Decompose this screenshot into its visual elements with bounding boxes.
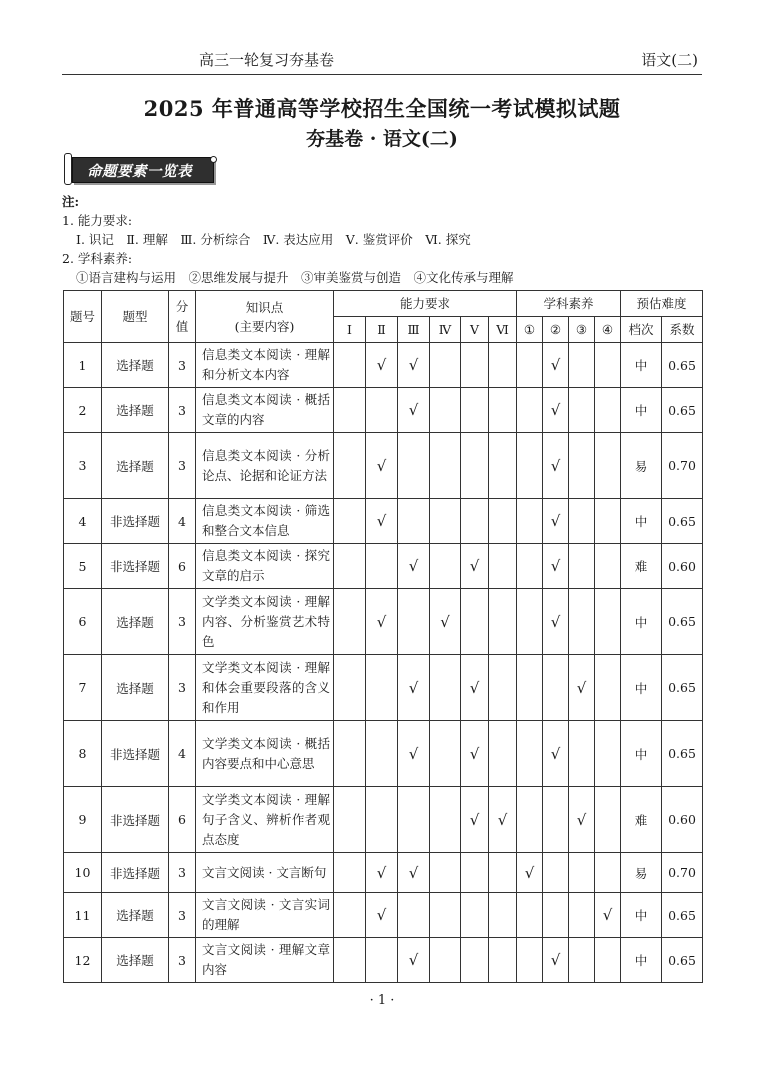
ability-cell — [430, 853, 461, 893]
ability-cell — [334, 938, 366, 983]
badge-label: 命题要素一览表 — [87, 164, 192, 180]
question-type: 非选择题 — [102, 787, 169, 853]
difficulty-level: 中 — [621, 655, 662, 721]
header-score: 分值 — [169, 291, 196, 343]
difficulty-level: 中 — [621, 589, 662, 655]
ability-cell — [461, 343, 489, 388]
table-row — [64, 433, 703, 499]
question-number: 11 — [64, 893, 102, 938]
check-mark-icon: √ — [398, 655, 430, 721]
exam-title: 2025 年普通高等学校招生全国统一考试模拟试题 — [143, 96, 621, 121]
check-mark-icon: √ — [543, 938, 569, 983]
header-ability-col: Ⅱ — [366, 317, 398, 343]
question-type: 选择题 — [102, 433, 169, 499]
literacy-cell — [595, 499, 621, 544]
knowledge-point: 文学类文本阅读 · 理解内容、分析鉴赏艺术特色 — [196, 589, 334, 655]
literacy-cell — [517, 433, 543, 499]
ability-cell — [334, 388, 366, 433]
ability-cell — [398, 589, 430, 655]
literacy-cell — [569, 938, 595, 983]
question-score: 3 — [169, 938, 196, 983]
literacy-cell — [517, 893, 543, 938]
difficulty-coefficient: 0.65 — [662, 343, 703, 388]
knowledge-point: 文言文阅读 · 文言断句 — [196, 853, 334, 893]
ability-cell — [461, 853, 489, 893]
check-mark-icon: √ — [366, 893, 398, 938]
literacy-cell — [595, 938, 621, 983]
knowledge-point: 信息类文本阅读 · 筛选和整合文本信息 — [196, 499, 334, 544]
header-knowledge — [196, 291, 334, 343]
table-row — [64, 589, 703, 655]
question-score: 4 — [169, 499, 196, 544]
literacy-cell — [543, 853, 569, 893]
question-score: 6 — [169, 787, 196, 853]
check-mark-icon: √ — [461, 655, 489, 721]
difficulty-coefficient: 0.65 — [662, 655, 703, 721]
literacy-cell — [595, 343, 621, 388]
difficulty-coefficient: 0.65 — [662, 589, 703, 655]
table-row — [64, 388, 703, 433]
difficulty-level: 中 — [621, 893, 662, 938]
literacy-cell — [569, 388, 595, 433]
knowledge-point: 信息类文本阅读 · 概括文章的内容 — [196, 388, 334, 433]
question-score: 3 — [169, 853, 196, 893]
knowledge-point: 文言文阅读 · 文言实词的理解 — [196, 893, 334, 938]
question-score: 3 — [169, 388, 196, 433]
literacy-cell — [569, 499, 595, 544]
question-number: 8 — [64, 721, 102, 787]
difficulty-level: 易 — [621, 433, 662, 499]
question-number: 3 — [64, 433, 102, 499]
knowledge-point: 信息类文本阅读 · 理解和分析文本内容 — [196, 343, 334, 388]
difficulty-coefficient: 0.60 — [662, 544, 703, 589]
ability-cell — [489, 589, 517, 655]
question-number: 1 — [64, 343, 102, 388]
header-difficulty: 预估难度 — [621, 291, 703, 317]
ability-cell — [461, 433, 489, 499]
knowledge-point: 信息类文本阅读 · 分析论点、论据和论证方法 — [196, 433, 334, 499]
check-mark-icon: √ — [569, 655, 595, 721]
table-row — [64, 655, 703, 721]
table-row — [64, 721, 703, 787]
literacy-cell — [517, 721, 543, 787]
ability-cell — [489, 938, 517, 983]
ability-cell — [489, 388, 517, 433]
header-literacy: 学科素养 — [517, 291, 621, 317]
literacy-cell — [543, 893, 569, 938]
literacy-cell — [517, 787, 543, 853]
ability-cell — [489, 655, 517, 721]
notes-label: 注: — [62, 194, 80, 209]
question-number: 6 — [64, 589, 102, 655]
ability-cell — [489, 499, 517, 544]
check-mark-icon: √ — [543, 343, 569, 388]
page-header — [62, 48, 702, 75]
header-ability-col: Ⅵ — [489, 317, 517, 343]
literacy-cell — [517, 388, 543, 433]
check-mark-icon: √ — [543, 721, 569, 787]
literacy-cell — [569, 721, 595, 787]
check-mark-icon: √ — [398, 938, 430, 983]
check-mark-icon: √ — [543, 433, 569, 499]
check-mark-icon: √ — [398, 544, 430, 589]
difficulty-level: 易 — [621, 853, 662, 893]
literacy-cell — [595, 388, 621, 433]
question-score: 3 — [169, 893, 196, 938]
difficulty-level: 中 — [621, 343, 662, 388]
knowledge-point: 文言文阅读 · 理解文章内容 — [196, 938, 334, 983]
literacy-cell — [517, 544, 543, 589]
ability-cell — [430, 388, 461, 433]
header-literacy-col: ② — [543, 317, 569, 343]
literacy-cell — [517, 655, 543, 721]
literacy-cell — [595, 787, 621, 853]
question-type: 选择题 — [102, 655, 169, 721]
knowledge-point: 文学类文本阅读 · 理解句子含义、辨析作者观点态度 — [196, 787, 334, 853]
literacy-items: ①语言建构与运用 ②思维发展与提升 ③审美鉴赏与创造 ④文化传承与理解 — [76, 270, 514, 285]
header-subject: 语文(二) — [641, 51, 698, 69]
table-row — [64, 893, 703, 938]
ability-cell — [366, 787, 398, 853]
literacy-cell — [569, 433, 595, 499]
literacy-cell — [517, 499, 543, 544]
question-number: 5 — [64, 544, 102, 589]
table-row — [64, 544, 703, 589]
header-coef: 系数 — [662, 317, 703, 343]
check-mark-icon: √ — [398, 343, 430, 388]
ability-cell — [398, 433, 430, 499]
table-row — [64, 938, 703, 983]
difficulty-level: 难 — [621, 544, 662, 589]
header-knowledge-sub: (主要内容) — [234, 318, 295, 334]
question-score: 4 — [169, 721, 196, 787]
question-type: 非选择题 — [102, 544, 169, 589]
question-type: 非选择题 — [102, 853, 169, 893]
literacy-cell — [595, 544, 621, 589]
header-type: 题型 — [102, 291, 169, 343]
ability-cell — [334, 499, 366, 544]
header-ability-col: Ⅴ — [461, 317, 489, 343]
ability-cell — [430, 499, 461, 544]
ability-cell — [334, 787, 366, 853]
notes-section — [62, 192, 514, 287]
difficulty-level: 中 — [621, 938, 662, 983]
ability-cell — [366, 388, 398, 433]
difficulty-level: 中 — [621, 721, 662, 787]
literacy-cell — [595, 721, 621, 787]
header-series-title: 高三一轮复习夯基卷 — [199, 51, 335, 69]
literacy-cell — [595, 589, 621, 655]
page-number: · 1 · — [369, 993, 395, 1008]
ability-cell — [366, 544, 398, 589]
question-number: 7 — [64, 655, 102, 721]
check-mark-icon: √ — [595, 893, 621, 938]
check-mark-icon: √ — [366, 343, 398, 388]
check-mark-icon: √ — [398, 388, 430, 433]
table-row — [64, 853, 703, 893]
header-ability: 能力要求 — [334, 291, 517, 317]
ability-cell — [430, 787, 461, 853]
check-mark-icon: √ — [366, 433, 398, 499]
ability-cell — [430, 721, 461, 787]
literacy-cell — [517, 589, 543, 655]
header-no: 题号 — [64, 291, 102, 343]
ability-cell — [334, 544, 366, 589]
question-type: 选择题 — [102, 388, 169, 433]
question-type: 选择题 — [102, 893, 169, 938]
literacy-cell — [569, 589, 595, 655]
literacy-cell — [543, 787, 569, 853]
difficulty-coefficient: 0.60 — [662, 787, 703, 853]
difficulty-coefficient: 0.65 — [662, 938, 703, 983]
check-mark-icon: √ — [461, 721, 489, 787]
header-literacy-col: ④ — [595, 317, 621, 343]
question-score: 3 — [169, 343, 196, 388]
header-ability-col: Ⅲ — [398, 317, 430, 343]
literacy-cell — [569, 544, 595, 589]
question-number: 4 — [64, 499, 102, 544]
difficulty-level: 难 — [621, 787, 662, 853]
literacy-title: 2. 学科素养: — [62, 251, 133, 266]
ability-cell — [489, 721, 517, 787]
badge-pin-icon — [210, 156, 217, 163]
question-score: 6 — [169, 544, 196, 589]
ability-cell — [430, 433, 461, 499]
check-mark-icon: √ — [430, 589, 461, 655]
difficulty-coefficient: 0.65 — [662, 893, 703, 938]
question-type: 选择题 — [102, 589, 169, 655]
knowledge-point: 信息类文本阅读 · 探究文章的启示 — [196, 544, 334, 589]
ability-cell — [334, 433, 366, 499]
literacy-cell — [595, 655, 621, 721]
header-ability-col: Ⅳ — [430, 317, 461, 343]
difficulty-coefficient: 0.70 — [662, 853, 703, 893]
header-knowledge-main: 知识点 — [245, 299, 284, 315]
literacy-cell — [543, 655, 569, 721]
literacy-cell — [517, 343, 543, 388]
header-level: 档次 — [621, 317, 662, 343]
ability-cell — [366, 721, 398, 787]
table-row — [64, 343, 703, 388]
difficulty-coefficient: 0.65 — [662, 721, 703, 787]
ability-cell — [430, 893, 461, 938]
ability-title: 1. 能力要求: — [62, 213, 133, 228]
ability-cell — [398, 893, 430, 938]
literacy-cell — [569, 893, 595, 938]
knowledge-point: 文学类文本阅读 · 理解和体会重要段落的含义和作用 — [196, 655, 334, 721]
question-score: 3 — [169, 589, 196, 655]
knowledge-point: 文学类文本阅读 · 概括内容要点和中心意思 — [196, 721, 334, 787]
check-mark-icon: √ — [398, 721, 430, 787]
ability-cell — [334, 343, 366, 388]
scroll-tab-icon — [64, 153, 72, 185]
ability-cell — [398, 499, 430, 544]
check-mark-icon: √ — [517, 853, 543, 893]
literacy-cell — [569, 853, 595, 893]
question-score: 3 — [169, 433, 196, 499]
check-mark-icon: √ — [569, 787, 595, 853]
ability-cell — [430, 544, 461, 589]
difficulty-level: 中 — [621, 388, 662, 433]
difficulty-coefficient: 0.65 — [662, 499, 703, 544]
ability-cell — [461, 893, 489, 938]
ability-cell — [489, 343, 517, 388]
literacy-cell — [517, 938, 543, 983]
ability-cell — [489, 433, 517, 499]
ability-items: Ⅰ. 识记 Ⅱ. 理解 Ⅲ. 分析综合 Ⅳ. 表达应用 Ⅴ. 鉴赏评价 Ⅵ. 探究 — [76, 232, 471, 247]
difficulty-level: 中 — [621, 499, 662, 544]
check-mark-icon: √ — [543, 388, 569, 433]
literacy-cell — [569, 343, 595, 388]
difficulty-coefficient: 0.65 — [662, 388, 703, 433]
check-mark-icon: √ — [398, 853, 430, 893]
question-type: 非选择题 — [102, 721, 169, 787]
header-literacy-col: ① — [517, 317, 543, 343]
check-mark-icon: √ — [366, 499, 398, 544]
question-number: 9 — [64, 787, 102, 853]
ability-cell — [461, 499, 489, 544]
ability-cell — [366, 938, 398, 983]
check-mark-icon: √ — [366, 589, 398, 655]
question-number: 12 — [64, 938, 102, 983]
literacy-cell — [595, 433, 621, 499]
ability-cell — [366, 655, 398, 721]
table-row — [64, 499, 703, 544]
ability-cell — [398, 787, 430, 853]
check-mark-icon: √ — [543, 499, 569, 544]
question-type: 选择题 — [102, 343, 169, 388]
ability-cell — [489, 544, 517, 589]
difficulty-coefficient: 0.70 — [662, 433, 703, 499]
ability-cell — [430, 655, 461, 721]
check-mark-icon: √ — [366, 853, 398, 893]
table-row — [64, 787, 703, 853]
ability-cell — [430, 343, 461, 388]
ability-cell — [461, 938, 489, 983]
check-mark-icon: √ — [543, 589, 569, 655]
section-badge — [62, 153, 212, 183]
ability-cell — [334, 721, 366, 787]
ability-cell — [430, 938, 461, 983]
requirements-table — [63, 290, 703, 983]
check-mark-icon: √ — [543, 544, 569, 589]
table-body — [64, 343, 703, 983]
question-type: 选择题 — [102, 938, 169, 983]
header-literacy-col: ③ — [569, 317, 595, 343]
badge-banner — [72, 157, 214, 183]
ability-cell — [489, 853, 517, 893]
ability-cell — [489, 893, 517, 938]
ability-cell — [334, 853, 366, 893]
question-number: 10 — [64, 853, 102, 893]
question-number: 2 — [64, 388, 102, 433]
header-ability-col: Ⅰ — [334, 317, 366, 343]
literacy-cell — [595, 853, 621, 893]
ability-cell — [334, 589, 366, 655]
check-mark-icon: √ — [461, 544, 489, 589]
check-mark-icon: √ — [489, 787, 517, 853]
exam-subtitle: 夯基卷 · 语文(二) — [306, 128, 458, 150]
ability-cell — [334, 655, 366, 721]
question-type: 非选择题 — [102, 499, 169, 544]
ability-cell — [461, 589, 489, 655]
ability-cell — [461, 388, 489, 433]
question-score: 3 — [169, 655, 196, 721]
ability-cell — [334, 893, 366, 938]
check-mark-icon: √ — [461, 787, 489, 853]
